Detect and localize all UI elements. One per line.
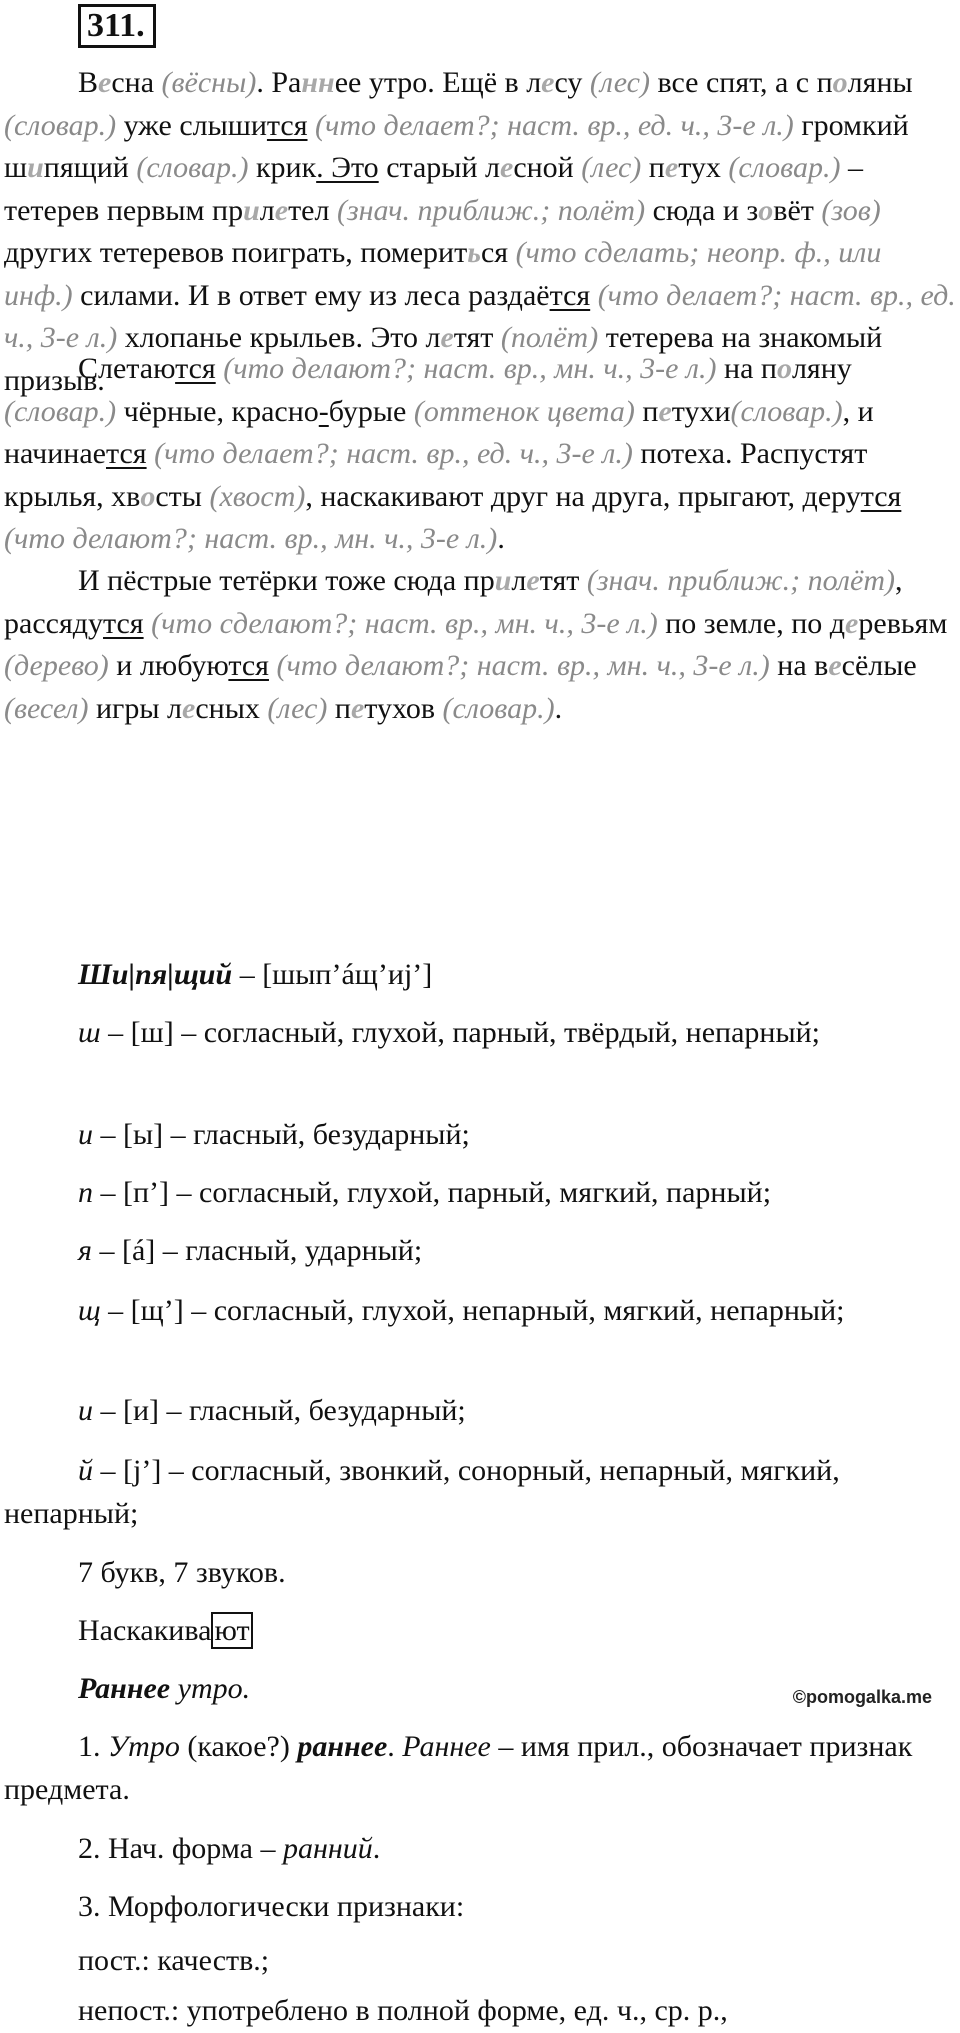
grammar-note: (лес) (589, 66, 650, 99)
text-segment: и любую (108, 649, 229, 682)
text-segment: тят (453, 321, 501, 354)
text-segment: Раннее (78, 1672, 171, 1705)
paragraph (4, 560, 956, 730)
paragraph (4, 1726, 956, 1811)
text-segment: тух (678, 151, 729, 184)
text-segment: й (78, 1454, 93, 1487)
text-segment (147, 437, 155, 470)
highlighted-letter: е (664, 151, 679, 184)
text-segment: по земле, по д (657, 606, 846, 640)
highlighted-letter: е (526, 564, 540, 597)
text-segment: . Ра (256, 66, 302, 99)
text-segment (590, 279, 598, 312)
text-segment: тся (106, 437, 147, 470)
text-segment: ее утро. Ещё в л (334, 66, 542, 99)
text-segment: – [шып’áщ’иj’] (232, 958, 433, 991)
grammar-note: (знач. приближ.; полёт) (336, 193, 646, 227)
text-segment: . Это (316, 151, 379, 184)
text-segment: бурые (328, 394, 414, 428)
text-segment: . (387, 1730, 403, 1763)
text-segment: на п (716, 352, 777, 385)
grammar-note: (лес) (581, 151, 642, 184)
text-segment: вёт (773, 193, 822, 227)
highlighted-letter: о (758, 193, 774, 227)
text-segment: И пёстрые тетёрки тоже сюда пр (78, 564, 495, 597)
grammar-note: (словар.) (136, 151, 249, 184)
grammar-note: (что делает?; наст. вр., ед. ч., 3-е л.) (4, 278, 956, 354)
text-segment: п (327, 691, 351, 725)
text-segment: хлопанье крыльев. Это л (117, 321, 441, 354)
paragraph (4, 1012, 956, 1055)
text-segment: сных (195, 691, 268, 725)
text-segment: 1. (78, 1730, 108, 1763)
text-segment: Раннее (402, 1730, 491, 1763)
highlighted-letter: и (27, 151, 44, 184)
text-segment: утро. (170, 1672, 251, 1705)
highlighted-letter: о (776, 352, 792, 385)
text-segment: ш (78, 1016, 101, 1049)
paragraph (4, 1230, 956, 1273)
highlighted-letter: е (845, 606, 859, 640)
highlighted-letter: е (658, 394, 672, 428)
text-segment: су (554, 66, 590, 99)
watermark: ©pomogalka.me (792, 1687, 932, 1707)
grammar-note: (что сделать; неопр. ф., или инф.) (4, 236, 882, 312)
text-segment: сной (513, 151, 582, 184)
text-segment: тся (860, 479, 902, 513)
text-segment: тся (228, 649, 269, 682)
grammar-note: (оттенок цвета) (413, 394, 635, 428)
text-segment: непост.: употреблено в полной форме, ед. ч., ср. р., (78, 1994, 728, 2027)
text-segment: – [ш] – согласный, глухой, парный, твёрдый, непарный; (100, 1016, 821, 1049)
text-segment: крик (248, 151, 317, 184)
grammar-note: (что сделают?; наст. вр., мн. ч., 3-е л.) (151, 606, 658, 640)
text-segment: сёлые (841, 649, 917, 682)
grammar-note: (что делают?; наст. вр., мн. ч., 3-е л.) (276, 649, 770, 682)
text-segment: Наскакива (78, 1614, 212, 1647)
text-segment: раннее (297, 1730, 388, 1763)
grammar-note: (словар.) (442, 691, 555, 725)
highlighted-letter: е (499, 151, 514, 184)
paragraph (4, 1828, 956, 1871)
paragraph (4, 1990, 956, 2033)
text-segment: потеха. Распустят крылья, хв (4, 437, 868, 513)
text-segment: 7 букв, 7 звуков. (78, 1556, 286, 1589)
highlighted-letter: е (274, 193, 289, 227)
paragraph (4, 1390, 956, 1433)
text-segment: все спят, а с п (649, 66, 833, 99)
grammar-note: (словар.) (728, 151, 841, 184)
text-segment: на в (769, 649, 829, 682)
text-segment: тят (539, 564, 587, 597)
text-segment: – имя прил., обозначает признак предмета. (4, 1730, 913, 1806)
text-segment: тся (549, 278, 591, 312)
highlighted-letter: и (243, 193, 260, 227)
text-segment: и (78, 1118, 93, 1151)
paragraph (4, 954, 956, 997)
text-segment: щ (78, 1294, 101, 1327)
text-segment: тухи (671, 394, 731, 428)
text-segment: п (641, 151, 665, 184)
exercise-number: 311. (78, 4, 156, 48)
text-segment: п (634, 394, 659, 428)
text-segment: , и начинае (4, 394, 874, 470)
text-segment: пящий (43, 151, 137, 184)
text-segment: – [ы] – гласный, безударный; (93, 1118, 470, 1151)
grammar-note: (лес) (267, 691, 328, 725)
paragraph (4, 1114, 956, 1157)
text-segment: тухов (364, 691, 443, 725)
text-segment: пост.: качеств.; (78, 1944, 270, 1977)
text-segment: ревьям (858, 606, 948, 640)
text-segment: – [щ’] – согласный, глухой, непарный, мягкий, непарный; (100, 1294, 845, 1327)
text-segment: громкий ш (4, 108, 909, 184)
text-segment: других тетеревов поиграть, померит (4, 236, 468, 269)
grammar-note: (полёт) (500, 321, 599, 354)
highlighted-letter: о (140, 479, 156, 513)
text-segment: тся (175, 352, 216, 385)
text-segment: Слетаю (78, 352, 176, 385)
text-segment: тся (266, 108, 308, 142)
paragraph (4, 1290, 956, 1333)
text-segment: 3. Морфологически признаки: (78, 1890, 465, 1923)
text-segment: силами. И в ответ ему из леса раздаё (72, 278, 550, 312)
highlighted-letter: е (541, 66, 555, 99)
grammar-note: (хвост) (209, 479, 306, 513)
text-segment: , наскакивают друг на друга, прыгают, деру (305, 479, 861, 513)
paragraph (4, 1886, 956, 1929)
text-segment: – тетерев первым пр (4, 151, 863, 227)
grammar-note: (словар.) (4, 108, 117, 142)
text-segment: . (372, 1832, 381, 1865)
text-segment: ранний (282, 1832, 373, 1865)
text-segment: – [п’] – согласный, глухой, парный, мягкий, парный; (93, 1176, 772, 1209)
grammar-note: (зов) (821, 193, 881, 227)
text-segment: л (259, 193, 275, 227)
text-segment: В (78, 66, 99, 99)
highlighted-letter: о (832, 66, 848, 99)
paragraph (4, 1610, 956, 1653)
text-segment: - (318, 394, 329, 428)
text-segment: л (511, 564, 527, 597)
highlighted-letter: е (350, 691, 365, 725)
paragraph (4, 1940, 956, 1983)
text-segment: сюда и з (645, 193, 759, 227)
text-segment: Ши|пя|щий (78, 958, 233, 991)
text-segment: . (497, 522, 505, 555)
grammar-note: (весел) (4, 691, 89, 725)
grammar-note: (словар.) (730, 394, 843, 428)
text-segment: сты (155, 479, 210, 513)
grammar-note: (словар.) (4, 394, 117, 428)
text-segment: Утро (108, 1730, 180, 1763)
grammar-note: (что делает?; наст. вр., ед. ч., 3-е л.) (315, 108, 794, 142)
text-segment: 2. Нач. форма – (78, 1832, 283, 1865)
text-segment: , рассяду (4, 564, 903, 640)
highlighted-letter: и (494, 564, 512, 597)
highlighted-letter: нн (301, 66, 335, 99)
text-segment (144, 607, 152, 640)
text-segment: п (78, 1176, 93, 1209)
grammar-note: (знач. приближ.; полёт) (586, 564, 895, 597)
paragraph (4, 348, 956, 561)
text-segment: тетерева на знакомый призыв. (4, 321, 883, 397)
text-segment: старый л (378, 151, 500, 184)
text-segment: сна (111, 66, 162, 99)
text-segment: – [á] – гласный, ударный; (91, 1234, 423, 1267)
highlighted-letter: ь (467, 236, 481, 269)
highlighted-letter: е (182, 691, 196, 725)
text-segment: чёрные, красно (116, 394, 319, 428)
text-segment: и (78, 1394, 93, 1427)
text-segment: ляну (791, 352, 852, 385)
text-segment: я (78, 1234, 92, 1267)
text-segment: ют (211, 1612, 252, 1649)
text-segment: тел (288, 193, 337, 227)
text-segment: ся (480, 236, 516, 269)
paragraph (4, 1552, 956, 1595)
text-segment: (какое?) (179, 1730, 298, 1763)
text-segment: – [и] – гласный, безударный; (93, 1394, 466, 1427)
text-segment: тся (103, 606, 144, 640)
grammar-note: (что делают?; наст. вр., мн. ч., 3-е л.) (4, 522, 498, 555)
text-segment: уже слыши (116, 108, 267, 142)
highlighted-letter: е (828, 649, 842, 682)
text-segment: – [j’] – согласный, звонкий, сонорный, непарный, мягкий, непарный; (4, 1454, 840, 1530)
grammar-note: (вёсны) (161, 66, 257, 99)
text-segment: . (554, 691, 563, 725)
highlighted-letter: е (440, 321, 454, 354)
text-segment: игры л (88, 691, 182, 725)
grammar-note: (что делают?; наст. вр., мн. ч., 3-е л.) (223, 352, 717, 385)
highlighted-letter: е (98, 66, 112, 99)
text-segment (308, 109, 316, 142)
paragraph (4, 1172, 956, 1215)
grammar-note: (что делает?; наст. вр., ед. ч., 3-е л.) (154, 437, 633, 470)
grammar-note: (дерево) (4, 649, 109, 682)
paragraph (4, 1450, 956, 1535)
text-segment: ляны (847, 66, 913, 99)
